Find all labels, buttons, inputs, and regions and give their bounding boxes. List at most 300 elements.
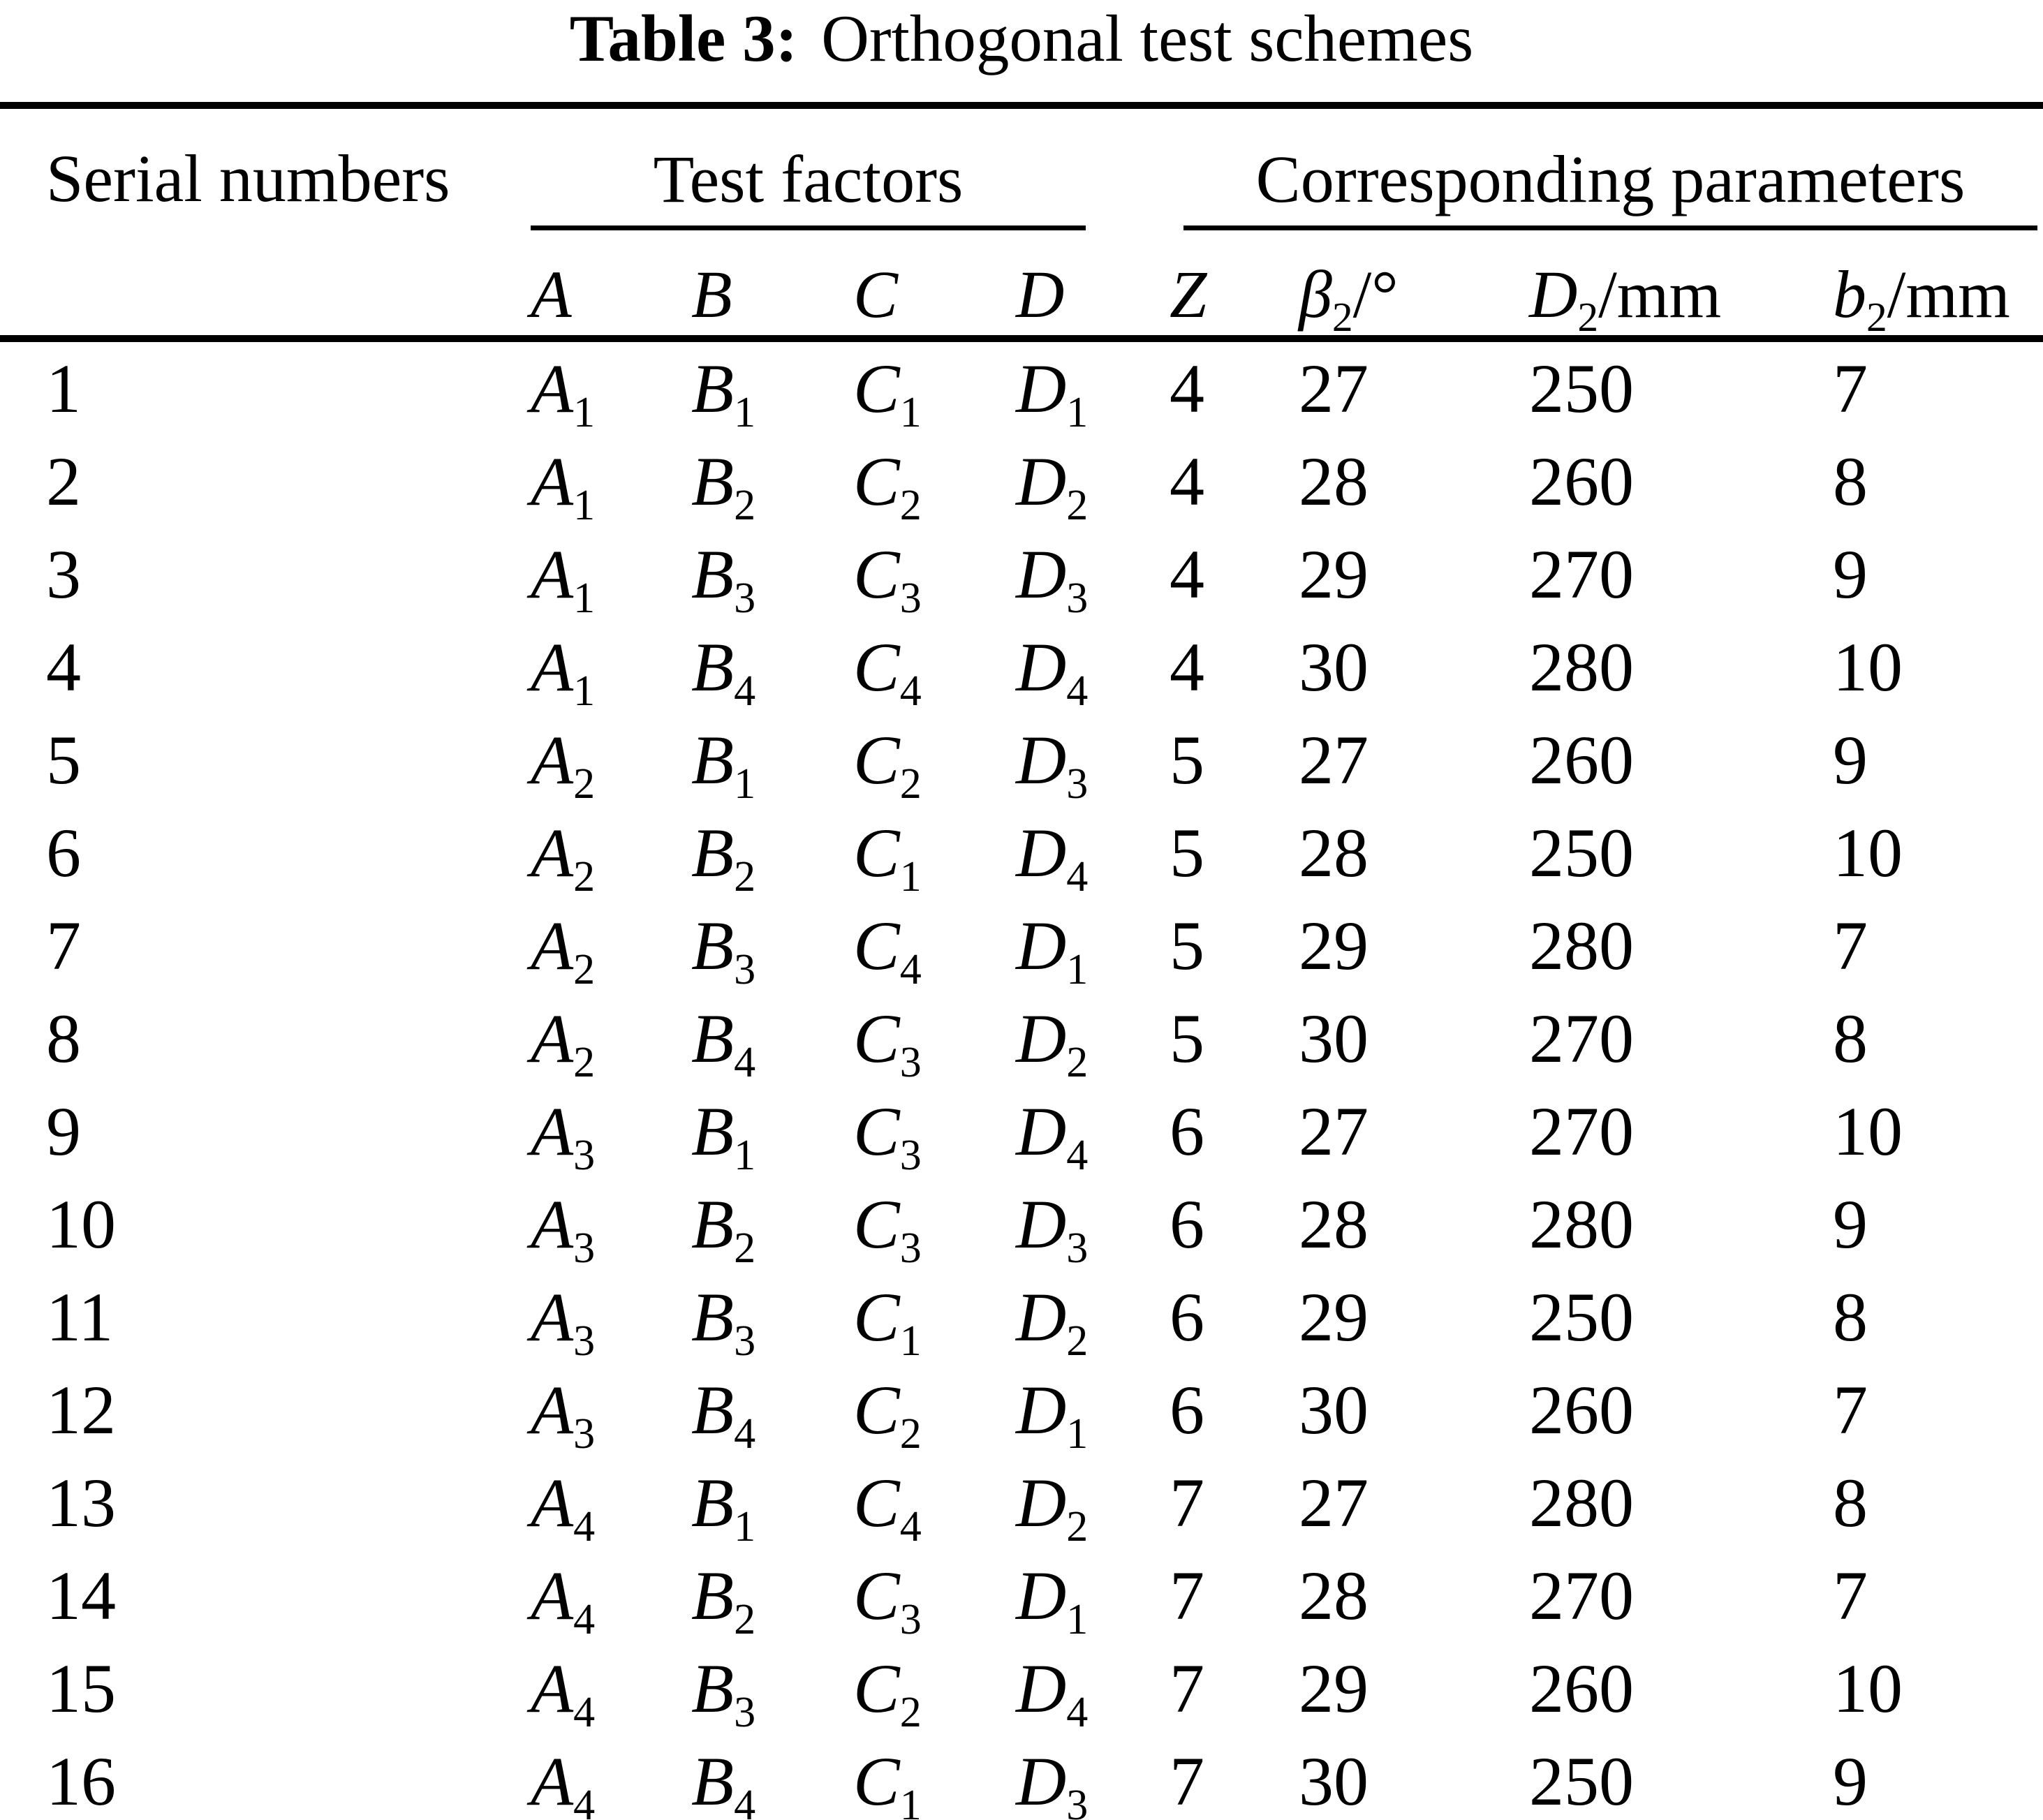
factor-level: 2 [899,1410,922,1458]
factor-symbol: B [691,442,735,520]
param-cell: 5 [1170,720,1205,799]
variable-symbol: C [853,257,899,332]
param-cell: 6 [1170,1370,1205,1449]
variable-symbol: D [1016,257,1065,332]
factor-symbol: D [1016,442,1067,520]
unit-suffix: /mm [1887,257,2010,332]
factor-symbol: B [691,999,735,1077]
serial-cell: 4 [46,628,81,706]
factor-cell [1016,1085,1170,1178]
serial-cell: 3 [46,535,81,613]
factor-level: 1 [734,760,756,808]
param-cell: 28 [1299,813,1369,891]
factor-level: 1 [1066,945,1089,993]
factor-symbol: D [1016,1742,1067,1820]
factor-cell [531,528,691,621]
table-row [0,1735,2043,1820]
param-cell: 30 [1299,1370,1369,1449]
factor-cell [691,1178,853,1271]
table-header [0,105,2043,339]
serial-cell: 8 [46,999,81,1077]
factor-symbol: D [1016,1278,1067,1356]
param-cell: 29 [1299,906,1369,984]
param-cell: 30 [1299,1742,1369,1820]
factor-cell [1016,1735,1170,1820]
factor-symbol: A [531,1463,574,1541]
factor-level: 1 [734,1131,756,1179]
table-row [0,806,2043,899]
factor-cell [853,1271,1016,1363]
factor-symbol: B [691,1556,735,1634]
factor-symbol: B [691,535,735,613]
variable-symbol: B [691,257,732,332]
factor-cell [531,1456,691,1549]
factor-level: 3 [734,574,756,622]
factor-cell [531,621,691,713]
table-caption-label: Table 3: [569,1,798,75]
param-cell: 29 [1299,1649,1369,1727]
subheader-cell [1529,230,1833,339]
factor-cell [531,992,691,1085]
factor-symbol: B [691,1370,735,1449]
param-cell: 4 [1170,535,1205,613]
factor-cell [853,339,1016,435]
factor-cell [1016,1642,1170,1735]
factor-level: 1 [899,1317,922,1365]
param-cell: 7 [1170,1556,1205,1634]
orthogonal-test-table [0,102,2043,1820]
factor-symbol: B [691,813,735,891]
factor-level: 4 [573,1688,596,1736]
factor-cell [1016,1178,1170,1271]
factor-symbol: D [1016,1463,1067,1541]
factor-symbol: A [531,1742,574,1820]
param-cell: 10 [1833,628,1903,706]
factor-symbol: D [1016,1092,1067,1170]
factor-level: 1 [1066,1595,1089,1643]
factor-symbol: A [531,999,574,1077]
factor-cell [531,1085,691,1178]
factor-symbol: D [1016,813,1067,891]
factor-symbol: C [853,1742,900,1820]
factor-cell [1016,528,1170,621]
factor-cell [1016,621,1170,713]
factor-level: 3 [573,1224,596,1272]
param-cell: 8 [1833,1278,1868,1356]
table-row [0,1363,2043,1456]
param-cell: 8 [1833,442,1868,520]
factor-level: 2 [899,1688,922,1736]
factor-cell [531,1271,691,1363]
table-row [0,1642,2043,1735]
factor-cell [691,1271,853,1363]
factor-level: 4 [1066,1131,1089,1179]
factor-level: 3 [573,1131,596,1179]
factor-cell [531,899,691,992]
factor-level: 4 [734,667,756,715]
group-header-serial: Serial numbers [46,141,450,216]
subheader-cell [853,230,1016,339]
factor-cell [531,435,691,528]
subheader-empty-cell [0,230,531,339]
param-cell: 280 [1529,906,1635,984]
param-cell: 27 [1299,1463,1369,1541]
factor-level: 3 [899,1038,922,1086]
factor-symbol: B [691,1463,735,1541]
factor-cell [1016,806,1170,899]
factor-cell [1016,1456,1170,1549]
table-row [0,713,2043,806]
serial-cell: 13 [46,1463,116,1541]
factor-symbol: B [691,720,735,799]
param-cell: 7 [1833,1556,1868,1634]
factor-level: 3 [573,1317,596,1365]
factor-level: 1 [573,667,596,715]
factor-cell [1016,992,1170,1085]
table-row [0,528,2043,621]
param-cell: 29 [1299,535,1369,613]
subheader-cell [1299,230,1529,339]
factor-symbol: A [531,349,574,427]
param-cell: 5 [1170,813,1205,891]
factor-symbol: A [531,906,574,984]
param-cell: 7 [1170,1742,1205,1820]
table-row [0,1085,2043,1178]
factor-symbol: C [853,1185,900,1263]
factor-level: 3 [899,574,922,622]
serial-cell: 9 [46,1092,81,1170]
param-cell: 260 [1529,1370,1635,1449]
factor-level: 3 [899,1224,922,1272]
factor-level: 3 [899,1131,922,1179]
factor-level: 3 [1066,1224,1089,1272]
group-header-corresponding-parameters-label: Corresponding parameters [1183,146,2037,230]
factor-symbol: C [853,906,900,984]
factor-symbol: A [531,1556,574,1634]
param-cell: 29 [1299,1278,1369,1356]
table-caption-text: Orthogonal test schemes [821,1,1474,75]
param-cell: 9 [1833,1185,1868,1263]
factor-symbol: A [531,442,574,520]
subheader-cell [1170,230,1299,339]
factor-cell [1016,435,1170,528]
factor-cell [1016,1363,1170,1456]
factor-symbol: A [531,1185,574,1263]
subheader-cell [691,230,853,339]
factor-level: 4 [1066,667,1089,715]
param-cell: 27 [1299,720,1369,799]
param-cell: 30 [1299,999,1369,1077]
factor-symbol: C [853,1092,900,1170]
factor-symbol: B [691,1742,735,1820]
factor-level: 4 [573,1502,596,1551]
factor-symbol: A [531,813,574,891]
param-cell: 9 [1833,1742,1868,1820]
param-cell: 9 [1833,535,1868,613]
serial-cell: 2 [46,442,81,520]
param-cell: 280 [1529,1185,1635,1263]
factor-level: 3 [1066,760,1089,808]
variable-subscript: 2 [1866,294,1887,341]
factor-cell [531,339,691,435]
factor-cell [691,528,853,621]
factor-cell [853,435,1016,528]
param-cell: 270 [1529,1556,1635,1634]
factor-symbol: D [1016,1556,1067,1634]
factor-symbol: C [853,720,900,799]
factor-level: 3 [899,1595,922,1643]
factor-level: 2 [734,481,756,529]
factor-cell [691,992,853,1085]
factor-cell [853,1642,1016,1735]
param-cell: 280 [1529,628,1635,706]
param-cell: 250 [1529,813,1635,891]
factor-level: 1 [899,388,922,436]
factor-cell [1016,1549,1170,1642]
table-row [0,992,2043,1085]
param-cell: 28 [1299,1185,1369,1263]
factor-symbol: D [1016,906,1067,984]
subheader-row [0,230,2043,339]
factor-level: 2 [1066,1038,1089,1086]
factor-symbol: C [853,1463,900,1541]
factor-cell [691,1456,853,1549]
param-cell: 10 [1833,813,1903,891]
param-cell: 5 [1170,906,1205,984]
factor-level: 2 [573,760,596,808]
factor-symbol: C [853,628,900,706]
param-cell: 4 [1170,349,1205,427]
factor-level: 3 [734,1317,756,1365]
factor-level: 1 [899,852,922,901]
param-cell: 260 [1529,720,1635,799]
factor-cell [691,1085,853,1178]
factor-symbol: A [531,1370,574,1449]
factor-symbol: B [691,1649,735,1727]
serial-cell: 10 [46,1185,116,1263]
factor-level: 4 [734,1038,756,1086]
variable-symbol: Z [1170,257,1207,332]
factor-level: 1 [573,481,596,529]
factor-cell [1016,899,1170,992]
factor-cell [853,1456,1016,1549]
param-cell: 9 [1833,720,1868,799]
factor-symbol: C [853,349,900,427]
factor-symbol: D [1016,1649,1067,1727]
param-cell: 6 [1170,1092,1205,1170]
factor-cell [1016,339,1170,435]
factor-level: 2 [573,852,596,901]
factor-symbol: C [853,1278,900,1356]
factor-symbol: D [1016,720,1067,799]
serial-cell: 11 [46,1278,114,1356]
variable-subscript: 2 [1577,294,1599,341]
factor-symbol: B [691,1092,735,1170]
factor-level: 2 [1066,1502,1089,1551]
param-cell: 7 [1833,1370,1868,1449]
factor-cell [853,621,1016,713]
factor-symbol: C [853,1649,900,1727]
factor-cell [691,899,853,992]
table-row [0,1178,2043,1271]
factor-symbol: A [531,720,574,799]
factor-cell [531,1178,691,1271]
factor-cell [531,1363,691,1456]
factor-cell [853,1363,1016,1456]
param-cell: 28 [1299,442,1369,520]
param-cell: 7 [1833,349,1868,427]
factor-symbol: C [853,535,900,613]
factor-cell [1016,1271,1170,1363]
param-cell: 8 [1833,999,1868,1077]
factor-level: 2 [734,1595,756,1643]
factor-level: 2 [899,481,922,529]
factor-symbol: C [853,1556,900,1634]
param-cell: 27 [1299,1092,1369,1170]
factor-level: 2 [899,760,922,808]
param-cell: 250 [1529,1278,1635,1356]
factor-cell [853,992,1016,1085]
factor-cell [853,528,1016,621]
factor-cell [531,806,691,899]
factor-symbol: D [1016,1185,1067,1263]
factor-cell [853,1178,1016,1271]
factor-cell [531,1735,691,1820]
factor-level: 4 [899,1502,922,1551]
param-cell: 30 [1299,628,1369,706]
factor-symbol: D [1016,349,1067,427]
factor-level: 1 [899,1781,922,1820]
factor-cell [691,1363,853,1456]
table-row [0,1271,2043,1363]
factor-level: 2 [1066,481,1089,529]
param-cell: 5 [1170,999,1205,1077]
factor-symbol: B [691,906,735,984]
factor-cell [691,435,853,528]
factor-cell [531,1642,691,1735]
serial-cell: 5 [46,720,81,799]
factor-cell [531,713,691,806]
serial-cell: 14 [46,1556,116,1634]
unit-suffix: /mm [1598,257,1722,332]
factor-symbol: D [1016,628,1067,706]
factor-level: 3 [573,1410,596,1458]
factor-cell [853,1085,1016,1178]
table-row [0,1549,2043,1642]
factor-symbol: C [853,813,900,891]
factor-symbol: B [691,628,735,706]
factor-level: 4 [899,945,922,993]
factor-cell [691,1549,853,1642]
factor-level: 4 [573,1595,596,1643]
factor-level: 3 [734,945,756,993]
param-cell: 270 [1529,1092,1635,1170]
table-row [0,1456,2043,1549]
factor-level: 1 [734,388,756,436]
param-cell: 10 [1833,1092,1903,1170]
unit-suffix: /° [1352,257,1399,332]
factor-cell [853,1735,1016,1820]
param-cell: 260 [1529,1649,1635,1727]
group-header-corresponding-parameters [1170,105,2043,230]
factor-symbol: B [691,349,735,427]
factor-level: 4 [734,1410,756,1458]
serial-cell: 15 [46,1649,116,1727]
param-cell: 250 [1529,1742,1635,1820]
variable-subscript: 2 [1332,294,1353,341]
param-cell: 250 [1529,349,1635,427]
factor-cell [691,621,853,713]
factor-symbol: B [691,1278,735,1356]
factor-level: 2 [1066,1317,1089,1365]
param-cell: 6 [1170,1185,1205,1263]
table-row [0,621,2043,713]
variable-symbol: β [1299,257,1332,332]
param-cell: 280 [1529,1463,1635,1541]
factor-symbol: A [531,1092,574,1170]
group-header-test-factors-label: Test factors [531,146,1086,230]
variable-symbol: D [1529,257,1578,332]
factor-level: 2 [573,1038,596,1086]
param-cell: 28 [1299,1556,1369,1634]
factor-cell [853,1549,1016,1642]
factor-symbol: C [853,1370,900,1449]
table-caption [0,0,2043,102]
factor-symbol: D [1016,1370,1067,1449]
factor-cell [691,806,853,899]
factor-symbol: D [1016,999,1067,1077]
factor-level: 4 [734,1781,756,1820]
factor-cell [531,1549,691,1642]
factor-cell [691,1642,853,1735]
table-body [0,339,2043,1820]
param-cell: 6 [1170,1278,1205,1356]
factor-level: 4 [899,667,922,715]
factor-level: 2 [734,852,756,901]
factor-symbol: C [853,442,900,520]
param-cell: 27 [1299,349,1369,427]
param-cell: 4 [1170,628,1205,706]
factor-cell [853,713,1016,806]
param-cell: 8 [1833,1463,1868,1541]
factor-level: 3 [1066,1781,1089,1820]
factor-symbol: D [1016,535,1067,613]
serial-cell: 1 [46,349,81,427]
factor-level: 3 [734,1688,756,1736]
factor-level: 4 [1066,852,1089,901]
factor-cell [853,899,1016,992]
param-cell: 7 [1170,1649,1205,1727]
param-cell: 7 [1170,1463,1205,1541]
param-cell: 260 [1529,442,1635,520]
variable-symbol: b [1833,257,1867,332]
param-cell: 4 [1170,442,1205,520]
factor-cell [691,1735,853,1820]
group-header-test-factors [531,105,1170,230]
table-row [0,899,2043,992]
param-cell: 270 [1529,535,1635,613]
param-cell: 7 [1833,906,1868,984]
factor-level: 1 [1066,388,1089,436]
factor-symbol: B [691,1185,735,1263]
factor-cell [853,806,1016,899]
param-cell: 270 [1529,999,1635,1077]
factor-level: 2 [734,1224,756,1272]
serial-cell: 16 [46,1742,116,1820]
serial-cell: 6 [46,813,81,891]
factor-cell [1016,713,1170,806]
serial-cell: 12 [46,1370,116,1449]
